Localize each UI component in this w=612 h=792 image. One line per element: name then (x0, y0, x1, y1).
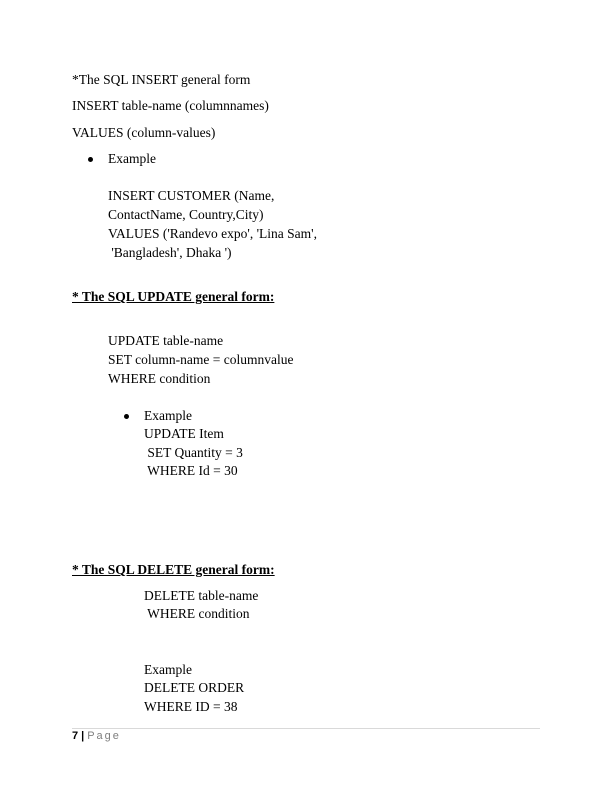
delete-syntax-line-2: WHERE condition (144, 606, 250, 621)
update-example-line-3: WHERE Id = 30 (144, 463, 238, 478)
delete-example-line-2: WHERE ID = 38 (144, 699, 238, 714)
insert-syntax-line-2: VALUES (column-values) (72, 125, 216, 140)
insert-example-line-3: VALUES ('Randevo expo', 'Lina Sam', (108, 226, 317, 241)
page-footer (72, 729, 121, 743)
footer-divider (72, 728, 540, 729)
update-syntax-line-2: SET column-name = columnvalue (108, 352, 294, 367)
update-example-line-2: SET Quantity = 3 (144, 445, 243, 460)
insert-example-label: Example (108, 151, 156, 166)
insert-title: *The SQL INSERT general form (72, 72, 251, 87)
insert-example-line-2: ContactName, Country,City) (108, 207, 264, 222)
page-number: 7 (72, 730, 79, 742)
delete-example-label: Example (144, 662, 192, 677)
insert-example-line-4: 'Bangladesh', Dhaka ') (108, 245, 232, 260)
update-syntax-line-3: WHERE condition (108, 371, 211, 386)
insert-syntax-line-1: INSERT table-name (columnnames) (72, 98, 269, 113)
update-example-label: Example (144, 408, 192, 423)
delete-heading: * The SQL DELETE general form: (72, 562, 275, 577)
page-label: Page (87, 730, 121, 742)
delete-syntax-line-1: DELETE table-name (144, 588, 259, 603)
delete-example-line-1: DELETE ORDER (144, 680, 245, 695)
update-heading: * The SQL UPDATE general form: (72, 289, 275, 304)
insert-example-line-1: INSERT CUSTOMER (Name, (108, 188, 275, 203)
update-syntax-line-1: UPDATE table-name (108, 333, 224, 348)
update-example-line-1: UPDATE Item (144, 426, 224, 441)
footer-separator: | (81, 730, 85, 742)
